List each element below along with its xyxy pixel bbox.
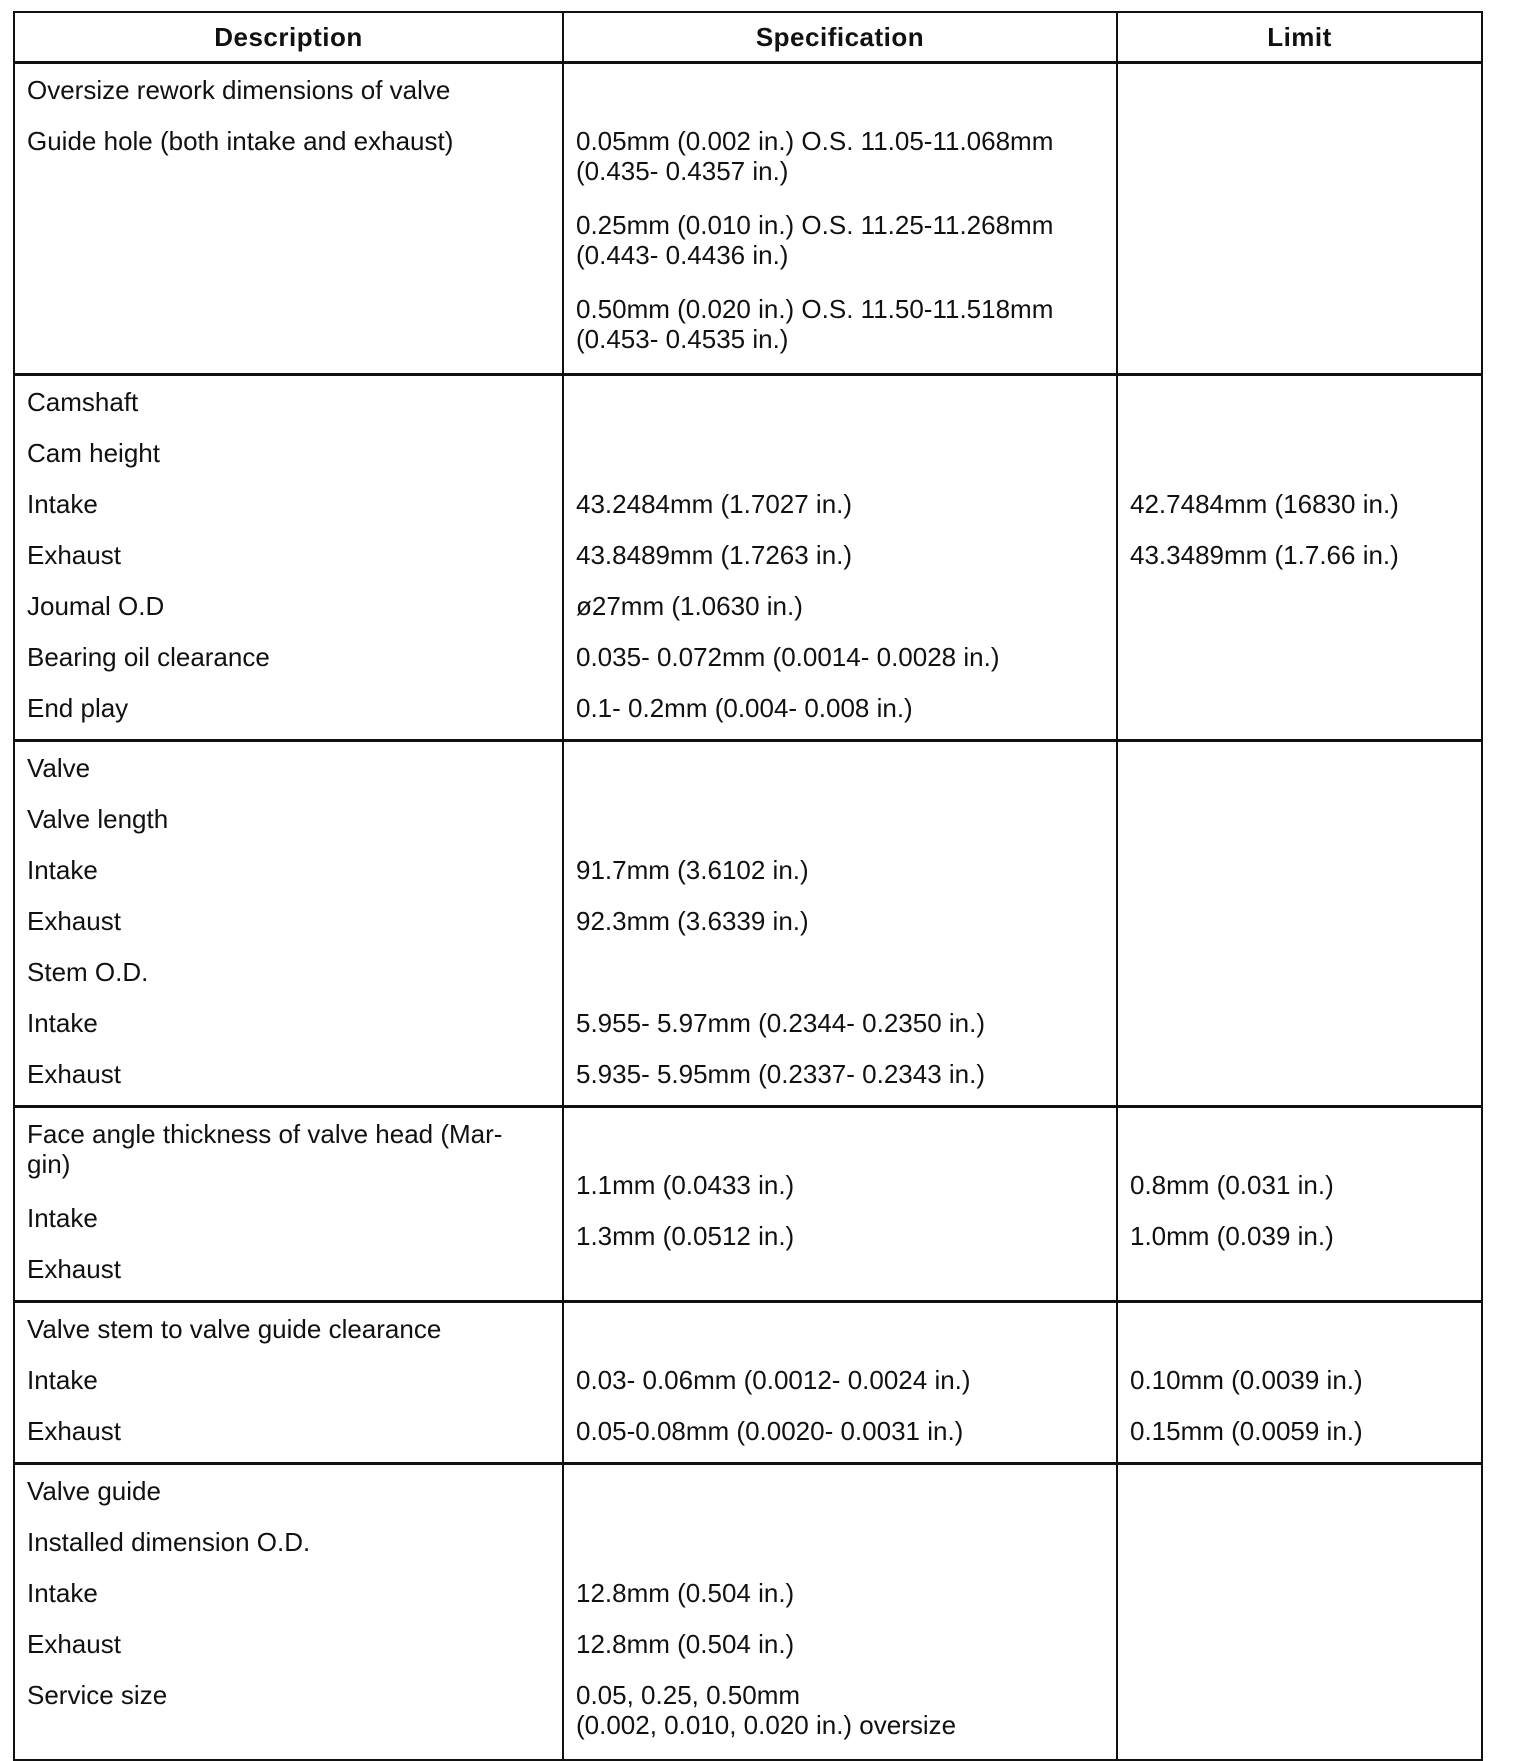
empty-line bbox=[1118, 1048, 1481, 1099]
desc-text: Exhaust bbox=[27, 540, 121, 570]
cell-padding bbox=[1118, 1099, 1481, 1105]
empty-line bbox=[564, 1303, 1116, 1354]
cell-padding bbox=[1118, 1456, 1481, 1462]
desc-text: Valve bbox=[27, 753, 91, 783]
desc-text: Oversize rework dimensions of valve bbox=[27, 75, 451, 105]
empty-line bbox=[1118, 1567, 1481, 1618]
table-section-row bbox=[14, 63, 1482, 375]
cell-padding bbox=[15, 1099, 562, 1105]
desc-text: Valve stem to valve guide clearance bbox=[27, 1314, 442, 1344]
cell-padding bbox=[1118, 268, 1481, 274]
limit-text: 43.3489mm (1.7.66 in.) bbox=[1130, 540, 1399, 570]
limit-text: 0.8mm (0.031 in.) bbox=[1130, 1170, 1334, 1200]
cell-padding bbox=[1118, 1261, 1481, 1267]
specification-cell bbox=[563, 1302, 1117, 1464]
desc-text: Installed dimension O.D. bbox=[27, 1527, 311, 1557]
cell-padding bbox=[1118, 733, 1481, 739]
cell-padding bbox=[15, 1294, 562, 1300]
description-cell bbox=[14, 1107, 563, 1302]
empty-line bbox=[1118, 115, 1481, 166]
description-cell bbox=[14, 1464, 563, 1761]
spec-text: 91.7mm (3.6102 in.) bbox=[576, 855, 809, 885]
header-limit: Limit bbox=[1117, 12, 1482, 63]
spec-text: 0.05-0.08mm (0.0020- 0.0031 in.) bbox=[576, 1416, 964, 1446]
empty-line bbox=[1118, 1465, 1481, 1516]
spec-text bbox=[564, 283, 1116, 367]
empty-line bbox=[1118, 682, 1481, 733]
empty-line bbox=[564, 376, 1116, 427]
cell-padding bbox=[564, 1261, 1116, 1267]
spec-text-line: 0.25mm (0.010 in.) O.S. 11.25-11.268mm bbox=[576, 210, 1054, 240]
desc-text: Intake bbox=[27, 1203, 98, 1233]
spec-text-line: (0.002, 0.010, 0.020 in.) oversize bbox=[576, 1710, 957, 1740]
limit-text: 0.10mm (0.0039 in.) bbox=[1130, 1365, 1363, 1395]
desc-text: Service size bbox=[27, 1680, 168, 1710]
spec-text: 12.8mm (0.504 in.) bbox=[576, 1629, 795, 1659]
spec-text: 0.03- 0.06mm (0.0012- 0.0024 in.) bbox=[576, 1365, 971, 1395]
empty-line bbox=[564, 427, 1116, 478]
description-cell bbox=[14, 741, 563, 1107]
specification-cell bbox=[563, 375, 1117, 741]
spec-text-line: 0.50mm (0.020 in.) O.S. 11.50-11.518mm bbox=[576, 294, 1054, 324]
empty-line bbox=[1118, 895, 1481, 946]
desc-text: Intake bbox=[27, 1578, 98, 1608]
cell-padding bbox=[564, 1456, 1116, 1462]
desc-text: Joumal O.D bbox=[27, 591, 165, 621]
cell-padding bbox=[564, 1753, 1116, 1759]
limit-cell bbox=[1117, 375, 1482, 741]
empty-line bbox=[564, 1465, 1116, 1516]
specification-cell bbox=[563, 1464, 1117, 1761]
empty-line bbox=[1118, 427, 1481, 478]
spec-text: 0.035- 0.072mm (0.0014- 0.0028 in.) bbox=[576, 642, 1000, 672]
empty-line bbox=[1118, 844, 1481, 895]
header-description: Description bbox=[14, 12, 563, 63]
table-section-row bbox=[14, 741, 1482, 1107]
desc-text: Intake bbox=[27, 1008, 98, 1038]
empty-line bbox=[564, 793, 1116, 844]
empty-line bbox=[1118, 793, 1481, 844]
empty-line bbox=[1118, 631, 1481, 682]
empty-line bbox=[1118, 64, 1481, 115]
empty-line bbox=[564, 1108, 1116, 1159]
cell-padding bbox=[15, 301, 562, 307]
limit-cell bbox=[1117, 63, 1482, 375]
spec-text: 43.8489mm (1.7263 in.) bbox=[576, 540, 853, 570]
spec-text: 92.3mm (3.6339 in.) bbox=[576, 906, 809, 936]
empty-line bbox=[564, 742, 1116, 793]
cell-padding bbox=[15, 1456, 562, 1462]
empty-line bbox=[564, 64, 1116, 115]
empty-line bbox=[1118, 1618, 1481, 1669]
spec-text-line: 0.05, 0.25, 0.50mm bbox=[576, 1680, 801, 1710]
empty-line bbox=[1118, 997, 1481, 1048]
spec-table bbox=[13, 11, 1483, 1761]
desc-text: Exhaust bbox=[27, 906, 121, 936]
desc-text bbox=[15, 1108, 562, 1192]
spec-text: 1.3mm (0.0512 in.) bbox=[576, 1221, 795, 1251]
description-cell bbox=[14, 63, 563, 375]
desc-text: End play bbox=[27, 693, 129, 723]
description-cell bbox=[14, 1302, 563, 1464]
empty-line bbox=[15, 250, 562, 301]
table-section-row bbox=[14, 1302, 1482, 1464]
desc-text: Bearing oil clearance bbox=[27, 642, 270, 672]
spec-text bbox=[564, 115, 1116, 199]
header-specification: Specification bbox=[563, 12, 1117, 63]
limit-text: 42.7484mm (16830 in.) bbox=[1130, 489, 1399, 519]
desc-text: Intake bbox=[27, 489, 98, 519]
spec-text bbox=[564, 1669, 1116, 1753]
empty-line bbox=[1118, 1303, 1481, 1354]
table-section-row bbox=[14, 375, 1482, 741]
header-row bbox=[14, 12, 1482, 63]
empty-line bbox=[1118, 1669, 1481, 1720]
desc-text: Intake bbox=[27, 1365, 98, 1395]
description-cell bbox=[14, 375, 563, 741]
spec-text bbox=[564, 199, 1116, 283]
cell-padding bbox=[564, 367, 1116, 373]
desc-text: Intake bbox=[27, 855, 98, 885]
specification-cell bbox=[563, 63, 1117, 375]
table-section-row bbox=[14, 1464, 1482, 1761]
cell-padding bbox=[15, 733, 562, 739]
limit-text: 0.15mm (0.0059 in.) bbox=[1130, 1416, 1363, 1446]
empty-line bbox=[1118, 166, 1481, 217]
desc-text: Stem O.D. bbox=[27, 957, 149, 987]
spec-text-line: (0.435- 0.4357 in.) bbox=[576, 156, 789, 186]
limit-text: 1.0mm (0.039 in.) bbox=[1130, 1221, 1334, 1251]
desc-text: Cam height bbox=[27, 438, 160, 468]
spec-text: 1.1mm (0.0433 in.) bbox=[576, 1170, 795, 1200]
cell-padding bbox=[564, 733, 1116, 739]
spec-text: 0.1- 0.2mm (0.004- 0.008 in.) bbox=[576, 693, 913, 723]
empty-line bbox=[564, 946, 1116, 997]
desc-text: Camshaft bbox=[27, 387, 139, 417]
desc-text: Valve length bbox=[27, 804, 169, 834]
spec-text-line: 0.05mm (0.002 in.) O.S. 11.05-11.068mm bbox=[576, 126, 1054, 156]
spec-text: 5.935- 5.95mm (0.2337- 0.2343 in.) bbox=[576, 1059, 986, 1089]
empty-line bbox=[564, 1516, 1116, 1567]
empty-line bbox=[1118, 1516, 1481, 1567]
empty-line bbox=[1118, 946, 1481, 997]
desc-text: Exhaust bbox=[27, 1254, 121, 1284]
empty-line bbox=[1118, 217, 1481, 268]
spec-text: 5.955- 5.97mm (0.2344- 0.2350 in.) bbox=[576, 1008, 986, 1038]
empty-line bbox=[1118, 580, 1481, 631]
empty-line bbox=[15, 199, 562, 250]
table-section-row bbox=[14, 1107, 1482, 1302]
desc-text: Exhaust bbox=[27, 1629, 121, 1659]
specification-cell bbox=[563, 741, 1117, 1107]
limit-cell bbox=[1117, 1302, 1482, 1464]
cell-padding bbox=[15, 1753, 562, 1759]
limit-cell bbox=[1117, 1107, 1482, 1302]
desc-text: Exhaust bbox=[27, 1416, 121, 1446]
desc-text: Valve guide bbox=[27, 1476, 161, 1506]
spec-text-line: (0.453- 0.4535 in.) bbox=[576, 324, 789, 354]
cell-padding bbox=[564, 1099, 1116, 1105]
desc-text: Exhaust bbox=[27, 1059, 121, 1089]
cell-padding bbox=[1118, 1720, 1481, 1726]
spec-text-line: (0.443- 0.4436 in.) bbox=[576, 240, 789, 270]
empty-line bbox=[1118, 742, 1481, 793]
empty-line bbox=[1118, 1108, 1481, 1159]
desc-text-line: gin) bbox=[27, 1149, 71, 1179]
empty-line bbox=[1118, 376, 1481, 427]
spec-text: 43.2484mm (1.7027 in.) bbox=[576, 489, 853, 519]
spec-text: ø27mm (1.0630 in.) bbox=[576, 591, 803, 621]
specification-cell bbox=[563, 1107, 1117, 1302]
spec-text: 12.8mm (0.504 in.) bbox=[576, 1578, 795, 1608]
limit-cell bbox=[1117, 741, 1482, 1107]
desc-text: Guide hole (both intake and exhaust) bbox=[27, 126, 454, 156]
spec-table-body bbox=[14, 63, 1482, 1761]
limit-cell bbox=[1117, 1464, 1482, 1761]
desc-text-line: Face angle thickness of valve head (Mar- bbox=[27, 1119, 503, 1149]
